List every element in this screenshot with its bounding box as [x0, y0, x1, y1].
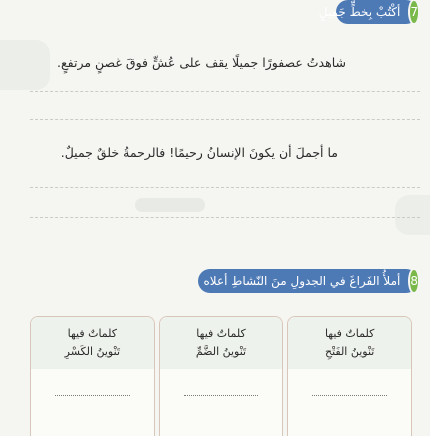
table-column-kasr — [30, 316, 155, 436]
writing-line[interactable] — [30, 217, 420, 218]
background-illustration — [135, 198, 205, 212]
answer-slot[interactable] — [184, 395, 259, 396]
column-header — [31, 317, 154, 369]
column-header-line2: تَنْوينُ الفَتْحِ — [324, 345, 375, 358]
column-header-line1: كلماتٌ فيها — [196, 327, 246, 340]
exercise-number: 8 — [408, 268, 420, 294]
background-illustration — [395, 195, 430, 235]
column-header-line2: تَنْوينُ الضَّمِّ — [195, 345, 247, 358]
table-column-fath — [287, 316, 412, 436]
exercise-7-banner — [318, 0, 418, 24]
answer-slot[interactable] — [55, 395, 130, 396]
column-header — [288, 317, 411, 369]
writing-line[interactable] — [30, 91, 420, 92]
writing-line[interactable] — [30, 119, 420, 120]
column-header-line1: كلماتٌ فيها — [324, 327, 375, 340]
model-sentence: شاهدتُ عصفورًا جميلًا يقف على عُشٍّ فوقَ غصنٍ مرتفعٍ. — [57, 55, 346, 70]
model-sentence: ما أجملَ أن يكونَ الإنسانُ رحيمًا! فالرحمةُ خلقٌ جميلٌ. — [60, 145, 338, 160]
table-column-damm — [159, 316, 284, 436]
tanween-table — [30, 316, 412, 436]
background-illustration — [0, 40, 50, 90]
column-header-line2: تَنْوينُ الكَسْرِ — [64, 345, 121, 358]
column-header-line1: كلماتٌ فيها — [67, 327, 118, 340]
exercise-instruction: أملأُ الفَراغَ في الجدولِ منَ النّشاطِ أعلاه — [203, 274, 401, 288]
answer-slot[interactable] — [312, 395, 387, 396]
writing-line[interactable] — [30, 187, 420, 188]
exercise-instruction: أكْتُبْ بِخطٍّ جَميلٍ — [318, 5, 401, 19]
column-header — [160, 317, 283, 369]
exercise-8-banner — [198, 269, 418, 293]
exercise-number: 7 — [408, 0, 420, 25]
